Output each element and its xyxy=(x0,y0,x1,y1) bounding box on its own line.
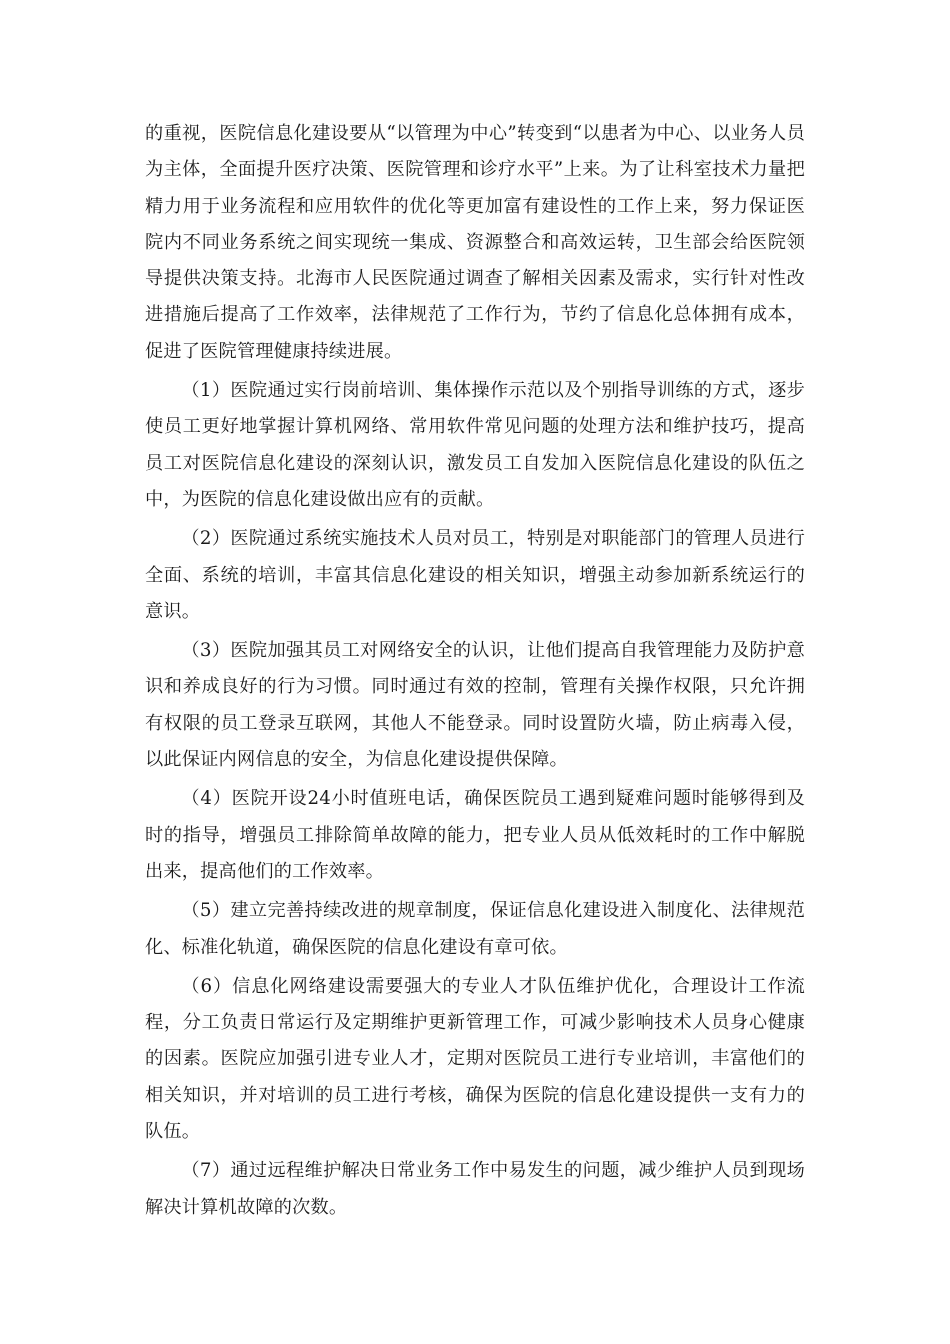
paragraph-item-7: （7）通过远程维护解决日常业务工作中易发生的问题，减少维护人员到现场解决计算机故障的次数。 xyxy=(145,1160,805,1218)
paragraph-item-1: （1）医院通过实行岗前培训、集体操作示范以及个别指导训练的方式，逐步使员工更好地掌握计算机网络、常用软件常见问题的处理方法和维护技巧，提高员工对医院信息化建设的深刻认识，激发员工自发加入医院信息化建设的队伍之中，为医院的信息化建设做出应有的贡献。 xyxy=(145,380,805,510)
document-body xyxy=(145,116,805,1229)
paragraph-item-3: （3）医院加强其员工对网络安全的认识，让他们提高自我管理能力及防护意识和养成良好的行为习惯。同时通过有效的控制，管理有关操作权限，只允许拥有权限的员工登录互联网，其他人不能登录。同时设置防火墙，防止病毒入侵，以此保证内网信息的安全，为信息化建设提供保障。 xyxy=(145,640,805,771)
paragraph-item-2: （2）医院通过系统实施技术人员对员工，特别是对职能部门的管理人员进行全面、系统的培训，丰富其信息化建设的相关知识，增强主动参加新系统运行的意识。 xyxy=(145,528,805,622)
paragraph-item-6: （6）信息化网络建设需要强大的专业人才队伍维护优化，合理设计工作流程，分工负责日常运行及定期维护更新管理工作，可减少影响技术人员身心健康的因素。医院应加强引进专业人才，定期对医院员工进行专业培训，丰富他们的相关知识，并对培训的员工进行考核，确保为医院的信息化建设提供一支有力的队伍。 xyxy=(145,975,805,1143)
paragraph-item-5: （5）建立完善持续改进的规章制度，保证信息化建设进入制度化、法律规范化、标准化轨道，确保医院的信息化建设有章可依。 xyxy=(145,900,805,958)
paragraph-intro: 的重视，医院信息化建设要从“以管理为中心”转变到“以患者为中心、以业务人员为主体，全面提升医疗决策、医院管理和诊疗水平”上来。为了让科室技术力量把精力用于业务流程和应用软件的优化等更加富有建设性的工作上来，努力保证医院内不同业务系统之间实现统一集成、资源整合和高效运转，卫生部会给医院领导提供决策支持。北海市人民医院通过调查了解相关因素及需求，实行针对性改进措施后提高了工作效率，法律规范了工作行为，节约了信息化总体拥有成本，促进了医院管理健康持续进展。 xyxy=(145,123,805,362)
paragraph-item-4: （4）医院开设24小时值班电话，确保医院员工遇到疑难问题时能够得到及时的指导，增强员工排除简单故障的能力，把专业人员从低效耗时的工作中解脱出来，提高他们的工作效率。 xyxy=(145,788,805,882)
